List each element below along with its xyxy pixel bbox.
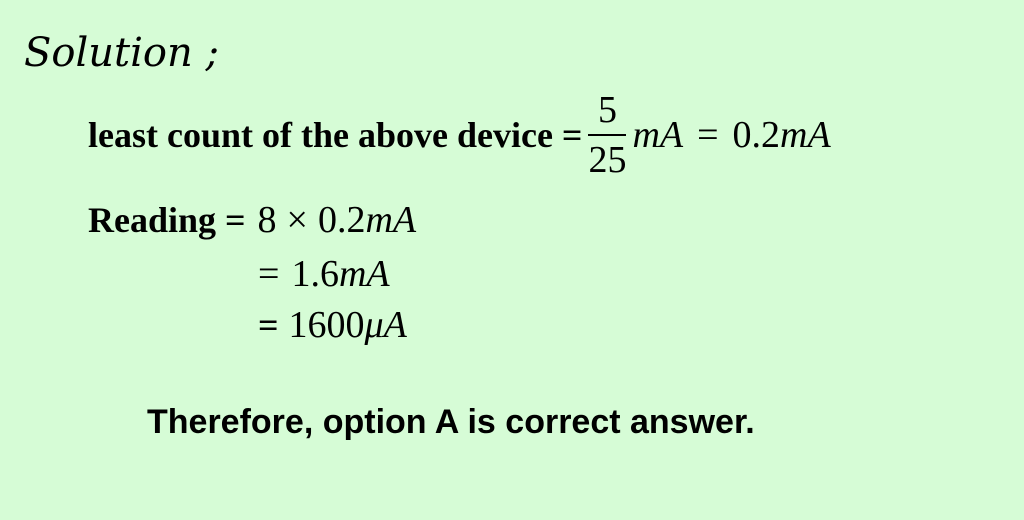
step3-equals: = xyxy=(258,305,279,345)
least-count-result: 0.2 xyxy=(732,114,781,156)
unit-ma-reading: mA xyxy=(365,199,417,241)
fraction-denominator: 25 xyxy=(588,139,627,181)
conclusion-text: Therefore, option A is correct answer. xyxy=(147,403,755,441)
reading-value: 0.2 xyxy=(317,199,366,241)
equals-sign: = xyxy=(697,114,719,156)
reading-label: Reading = xyxy=(88,200,246,240)
least-count-result-unit xyxy=(780,113,831,157)
step2-equals: = xyxy=(258,253,280,295)
reading-number: 8 xyxy=(257,199,277,241)
fraction xyxy=(588,90,626,180)
fraction-bar xyxy=(588,134,626,136)
reading-step-3 xyxy=(258,303,407,347)
unit-microamp: μA xyxy=(364,304,407,346)
least-count-equation xyxy=(88,90,831,180)
unit-ma: mA xyxy=(632,114,684,156)
times-sign: × xyxy=(286,199,308,241)
least-count-unit xyxy=(632,113,683,157)
step2-value: 1.6 xyxy=(291,253,339,295)
fraction-numerator: 5 xyxy=(597,89,617,131)
unit-ma-result: mA xyxy=(780,114,831,156)
step3-value: 1600 xyxy=(288,304,365,346)
least-count-label: least count of the above device = xyxy=(88,115,583,155)
reading-unit xyxy=(365,199,416,241)
unit-ma-step2: mA xyxy=(338,253,390,295)
step3-unit xyxy=(365,304,407,346)
solution-heading: Solution ; xyxy=(24,30,219,76)
reading-step-2 xyxy=(258,252,390,296)
step2-unit xyxy=(339,253,390,295)
reading-equation xyxy=(88,198,416,242)
